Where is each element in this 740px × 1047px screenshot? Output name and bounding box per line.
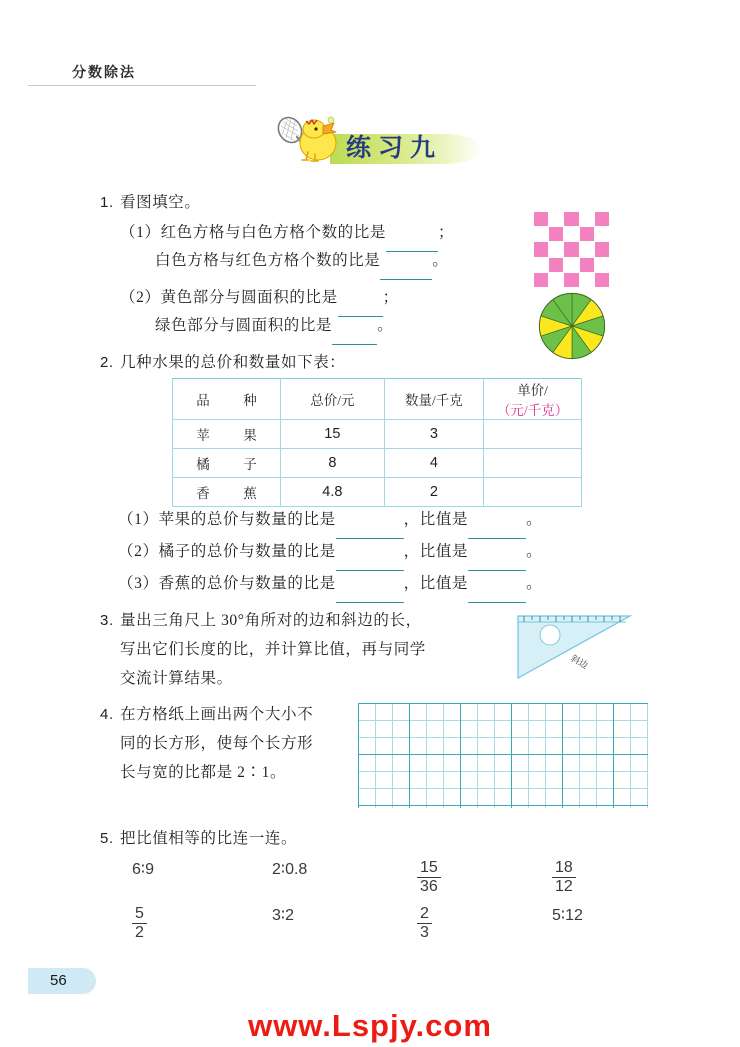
question-3-line-1 (100, 606, 422, 636)
cell-qty: 2 (384, 478, 484, 507)
checkerboard-cell (580, 242, 594, 256)
ratio-fraction-item[interactable] (132, 905, 147, 943)
checkerboard-cell (534, 212, 548, 226)
question-2-sub-1 (118, 505, 542, 539)
question-2-sub-2 (118, 537, 542, 571)
cell-unit-price[interactable] (484, 420, 582, 449)
sub-text: 黄色部分与圆面积的比是 (160, 289, 338, 306)
sub-mid: ，比值是 (403, 511, 469, 528)
answer-blank[interactable] (468, 572, 526, 603)
question-3-line-2: 写出它们长度的比，并计算比值，再与同学 (120, 641, 426, 658)
running-header (28, 62, 256, 86)
fraction-denominator: 12 (555, 878, 573, 896)
checkerboard-cell (564, 242, 578, 256)
cell-total: 8 (281, 449, 385, 478)
sub-label: （1） (118, 511, 159, 528)
checkerboard-cell (595, 212, 609, 226)
sub-suffix: 。 (377, 317, 394, 334)
question-1-sub-4 (155, 311, 393, 345)
ratio-fraction-item[interactable] (417, 905, 432, 943)
triangle-ruler-figure (508, 608, 636, 684)
sub-mid: ，比值是 (403, 543, 469, 560)
question-5-number: 5. (100, 830, 114, 847)
question-1-text: 看图填空。 (120, 194, 201, 211)
question-2-text: 几种水果的总价和数量如下表： (120, 354, 346, 371)
sub-text: 红色方格与白色方格个数的比是 (160, 224, 386, 241)
grid-paper-figure[interactable] (358, 703, 648, 808)
checkerboard-cell (534, 227, 548, 241)
question-4-number: 4. (100, 706, 114, 723)
checkerboard-cell (580, 227, 594, 241)
ratio-item[interactable]: 5∶12 (552, 907, 583, 924)
cell-total: 4.8 (281, 478, 385, 507)
cell-name: 橘 子 (173, 449, 281, 478)
fraction-denominator: 2 (135, 924, 144, 942)
checkerboard-cell (580, 273, 594, 287)
table-header-row (173, 379, 582, 420)
header-unit-price: 单价/（元/千克） (484, 379, 582, 420)
checkerboard-cell (534, 242, 548, 256)
watermark: www.Lspjy.com (248, 1008, 492, 1043)
ratio-fraction-item[interactable] (417, 859, 441, 897)
cell-name: 苹 果 (173, 420, 281, 449)
cell-name: 香 蕉 (173, 478, 281, 507)
page-title: 练习九 (346, 134, 443, 162)
answer-blank[interactable] (468, 508, 526, 539)
ratio-item[interactable]: 2∶0.8 (272, 861, 308, 878)
checkerboard-cell (549, 227, 563, 241)
question-3-number: 3. (100, 612, 114, 629)
checkerboard-cell (549, 242, 563, 256)
header-variety: 品 种 (173, 379, 281, 420)
answer-blank[interactable] (468, 540, 526, 571)
header-total-price: 总价/元 (281, 379, 385, 420)
checkerboard-cell (580, 212, 594, 226)
answer-blank[interactable] (380, 249, 432, 280)
checkerboard-cell (595, 227, 609, 241)
sub-suffix: 。 (526, 575, 543, 592)
sub-suffix: ； (437, 224, 455, 241)
sub-text: 白色方格与红色方格个数的比是 (155, 252, 381, 269)
table-row (173, 478, 582, 507)
fraction-numerator: 5 (135, 905, 144, 922)
checkerboard-cell (564, 227, 578, 241)
fraction-numerator: 2 (420, 905, 429, 922)
cell-qty: 4 (384, 449, 484, 478)
pie-chart-figure (538, 292, 606, 360)
sub-suffix: ； (382, 289, 399, 306)
ratio-item[interactable]: 3∶2 (272, 907, 294, 924)
chapter-title: 分数除法 (72, 66, 136, 81)
question-3-line-3: 交流计算结果。 (120, 670, 233, 687)
question-4-line-1 (100, 700, 313, 730)
checkerboard-cell (595, 258, 609, 272)
answer-blank[interactable] (336, 508, 404, 539)
sub-label: （2） (118, 543, 159, 560)
question-4-text: 在方格纸上画出两个大小不 (120, 706, 314, 723)
question-5-items-grid (112, 855, 632, 945)
checkerboard-cell (595, 273, 609, 287)
ratio-fraction-item[interactable] (552, 859, 576, 897)
sub-label: （1） (120, 224, 161, 241)
checkerboard-cell (549, 212, 563, 226)
question-1-prompt (100, 188, 201, 218)
question-5-text: 把比值相等的比连一连。 (120, 830, 298, 847)
answer-blank[interactable] (332, 314, 377, 345)
cell-total: 15 (281, 420, 385, 449)
checkerboard-cell (534, 273, 548, 287)
question-4-line-3: 长与宽的比都是 2∶1。 (120, 764, 287, 781)
question-1-sub-2 (155, 246, 449, 280)
checkerboard-cell (534, 258, 548, 272)
fraction-denominator: 3 (420, 924, 429, 942)
sub-text: 香蕉的总价与数量的比是 (158, 575, 336, 592)
fruit-price-table (172, 378, 582, 507)
sub-label: （2） (120, 289, 161, 306)
ruler-hypotenuse-label: 斜边 (569, 653, 590, 671)
answer-blank[interactable] (336, 540, 404, 571)
chick-with-racket-icon (268, 110, 352, 168)
question-2-number: 2. (100, 354, 114, 371)
checkerboard-cell (564, 258, 578, 272)
question-2-sub-3 (118, 569, 542, 603)
question-4-line-2: 同的长方形，使每个长方形 (120, 735, 314, 752)
fraction-numerator: 18 (555, 859, 573, 876)
ratio-item[interactable]: 6∶9 (132, 861, 154, 878)
checkerboard-cell (595, 242, 609, 256)
checkerboard-cell (549, 273, 563, 287)
fraction-denominator: 36 (420, 878, 438, 896)
sub-text: 橘子的总价与数量的比是 (158, 543, 336, 560)
sub-suffix: 。 (526, 511, 543, 528)
cell-unit-price[interactable] (484, 478, 582, 507)
table-row (173, 420, 582, 449)
question-1-number: 1. (100, 194, 114, 211)
cell-qty: 3 (384, 420, 484, 449)
cell-unit-price[interactable] (484, 449, 582, 478)
checkerboard-cell (549, 258, 563, 272)
question-3-text: 量出三角尺上 30°角所对的边和斜边的长， (120, 612, 422, 629)
checkerboard-figure (534, 212, 609, 287)
question-2-prompt (100, 348, 345, 378)
checkerboard-cell (564, 212, 578, 226)
sub-text: 绿色部分与圆面积的比是 (155, 317, 333, 334)
page-number: 56 (50, 972, 67, 989)
header-quantity: 数量/千克 (384, 379, 484, 420)
sub-label: （3） (118, 575, 159, 592)
sub-suffix: 。 (432, 252, 449, 269)
sub-suffix: 。 (526, 543, 543, 560)
table-row (173, 449, 582, 478)
answer-blank[interactable] (336, 572, 404, 603)
sub-text: 苹果的总价与数量的比是 (158, 511, 336, 528)
sub-mid: ，比值是 (403, 575, 469, 592)
exercise-title-banner (268, 110, 488, 168)
checkerboard-cell (580, 258, 594, 272)
question-5-prompt (100, 824, 297, 854)
checkerboard-cell (564, 273, 578, 287)
fraction-numerator: 15 (420, 859, 438, 876)
